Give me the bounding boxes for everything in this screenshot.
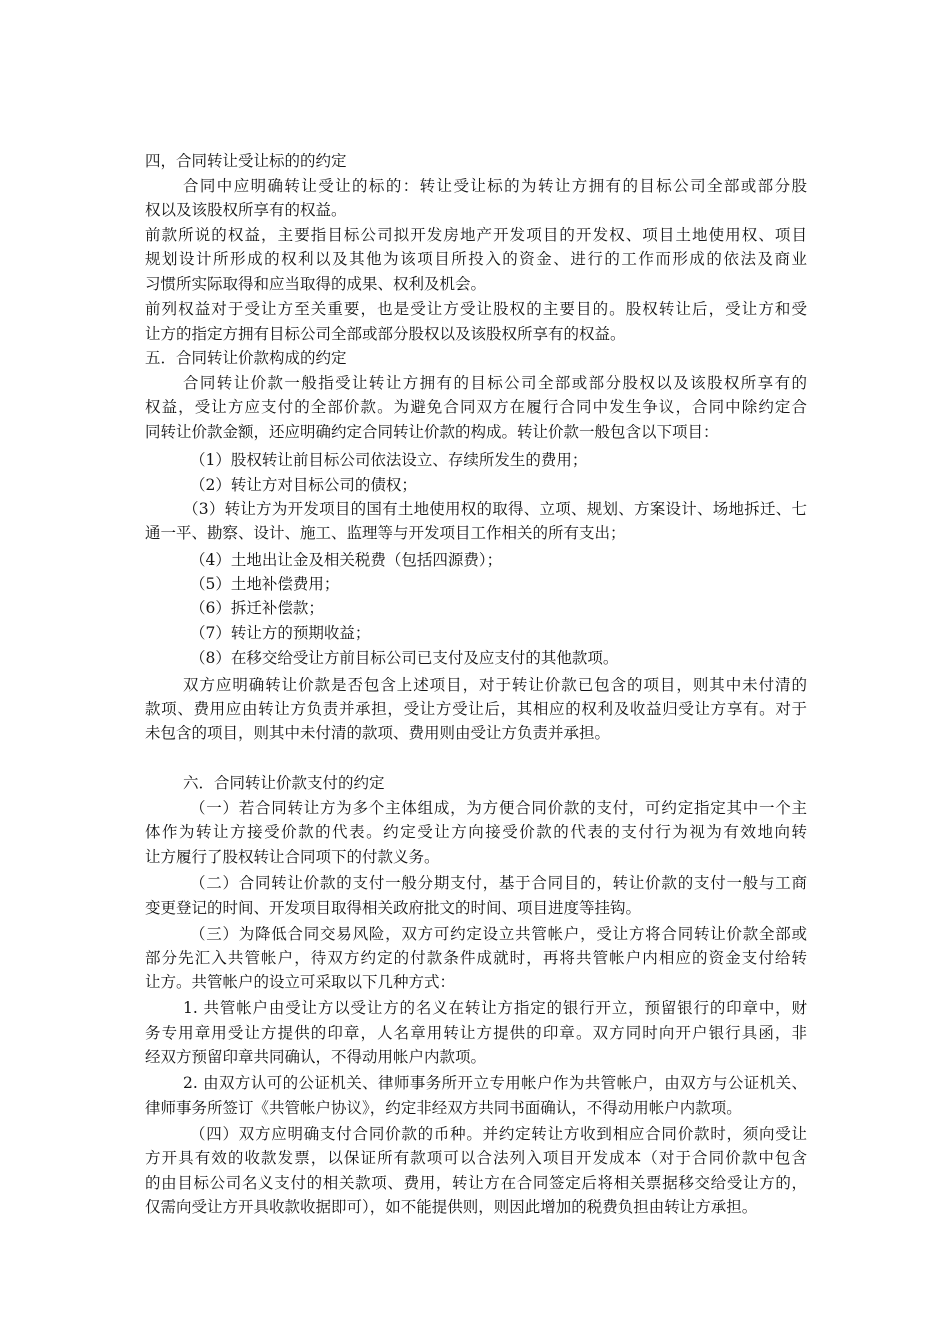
paragraph-line: 1. 共管帐户由受让方以受让方的名义在转让方指定的银行开立，预留银行的印章中，财	[183, 999, 807, 1017]
paragraph-line: 变更登记的时间、开发项目取得相关政府批文的时间、项目进度等挂钩。	[145, 899, 642, 917]
paragraph-line: 未包含的项目，则其中未付清的款项、费用则由受让方负责并承担。	[145, 724, 611, 742]
list-item: 通一平、勘察、设计、施工、监理等与开发项目工作相关的所有支出；	[145, 524, 626, 542]
section-heading-4: 四，合同转让受让标的的约定	[145, 152, 347, 170]
paragraph-line: 方开具有效的收款发票，以保证所有款项可以合法列入项目开发成本（对于合同价款中包含	[145, 1149, 807, 1167]
list-item: （2）转让方对目标公司的债权；	[190, 476, 417, 494]
paragraph-line: 款项、费用应由转让方负责并承担，受让方受让后，其相应的权利及收益归受让方享有。对于	[145, 700, 807, 718]
section-heading-6: 六．合同转让价款支付的约定	[183, 774, 385, 792]
paragraph-line: 经双方预留印章共同确认，不得动用帐户内款项。	[145, 1048, 487, 1066]
list-item: （7）转让方的预期收益；	[190, 624, 371, 642]
paragraph-line: 权以及该股权所享有的权益。	[145, 201, 347, 219]
list-item: （8）在移交给受让方前目标公司已支付及应支付的其他款项。	[190, 649, 619, 667]
paragraph-line: 前款所说的权益，主要指目标公司拟开发房地产开发项目的开发权、项目土地使用权、项目	[145, 226, 807, 244]
list-item: （1）股权转让前目标公司依法设立、存续所发生的费用；	[190, 451, 588, 469]
paragraph-line: 务专用章用受让方提供的印章，人名章用转让方提供的印章。双方同时向开户银行具函，非	[145, 1024, 807, 1042]
section-heading-5: 五．合同转让价款构成的约定	[145, 349, 347, 367]
list-item: （4）土地出让金及相关税费（包括四源费）；	[190, 551, 503, 569]
paragraph-line: （三）为降低合同交易风险，双方可约定设立共管帐户，受让方将合同转让价款全部或	[190, 925, 807, 943]
list-item: （6）拆迁补偿款；	[190, 599, 324, 617]
paragraph-line: 仅需向受让方开具收款收据即可），如不能提供则，则因此增加的税费负担由转让方承担。	[145, 1198, 758, 1216]
paragraph-line: （二）合同转让价款的支付一般分期支付，基于合同目的，转让价款的支付一般与工商	[190, 874, 807, 892]
paragraph-line: 双方应明确转让价款是否包含上述项目，对于转让价款已包含的项目，则其中未付清的	[183, 676, 807, 694]
list-item: （3）转让方为开发项目的国有土地使用权的取得、立项、规划、方案设计、场地拆迁、七	[183, 500, 807, 518]
paragraph-line: 同转让价款金额，还应明确约定合同转让价款的构成。转让价款一般包含以下项目：	[145, 423, 719, 441]
paragraph-line: 前列权益对于受让方至关重要，也是受让方受让股权的主要目的。股权转让后，受让方和受	[145, 300, 807, 318]
paragraph-line: 让方履行了股权转让合同项下的付款义务。	[145, 848, 440, 866]
paragraph-line: 合同转让价款一般指受让转让方拥有的目标公司全部或部分股权以及该股权所享有的	[183, 374, 807, 392]
paragraph-line: 律师事务所签订《共管帐户协议》，约定非经双方共同书面确认，不得动用帐户内款项。	[145, 1099, 742, 1117]
paragraph-line: 规划设计所形成的权利以及其他为该项目所投入的资金、进行的工作而形成的依法及商业	[145, 250, 807, 268]
paragraph-line: 习惯所实际取得和应当取得的成果、权利及机会。	[145, 275, 487, 293]
paragraph-line: 合同中应明确转让受让的标的：转让受让标的为转让方拥有的目标公司全部或部分股	[183, 177, 807, 195]
paragraph-line: 2. 由双方认可的公证机关、律师事务所开立专用帐户作为共管帐户，由双方与公证机关、	[183, 1074, 807, 1092]
paragraph-line: 体作为转让方接受价款的代表。约定受让方向接受价款的代表的支付行为视为有效地向转	[145, 823, 807, 841]
paragraph-line: 让方的指定方拥有目标公司全部或部分股权以及该股权所享有的权益。	[145, 325, 626, 343]
paragraph-line: 部分先汇入共管帐户，待双方约定的付款条件成就时，再将共管帐户内相应的资金支付给转	[145, 949, 807, 967]
paragraph-line: 的由目标公司名义支付的相关款项、费用，转让方在合同签定后将相关票据移交给受让方的，	[145, 1174, 807, 1192]
paragraph-line: 权益，受让方应支付的全部价款。为避免合同双方在履行合同中发生争议，合同中除约定合	[145, 398, 807, 416]
paragraph-line: 让方。共管帐户的设立可采取以下几种方式：	[145, 973, 456, 991]
list-item: （5）土地补偿费用；	[190, 575, 340, 593]
paragraph-line: （一）若合同转让方为多个主体组成，为方便合同价款的支付，可约定指定其中一个主	[190, 799, 807, 817]
paragraph-line: （四）双方应明确支付合同价款的币种。并约定转让方收到相应合同价款时，须向受让	[190, 1125, 807, 1143]
